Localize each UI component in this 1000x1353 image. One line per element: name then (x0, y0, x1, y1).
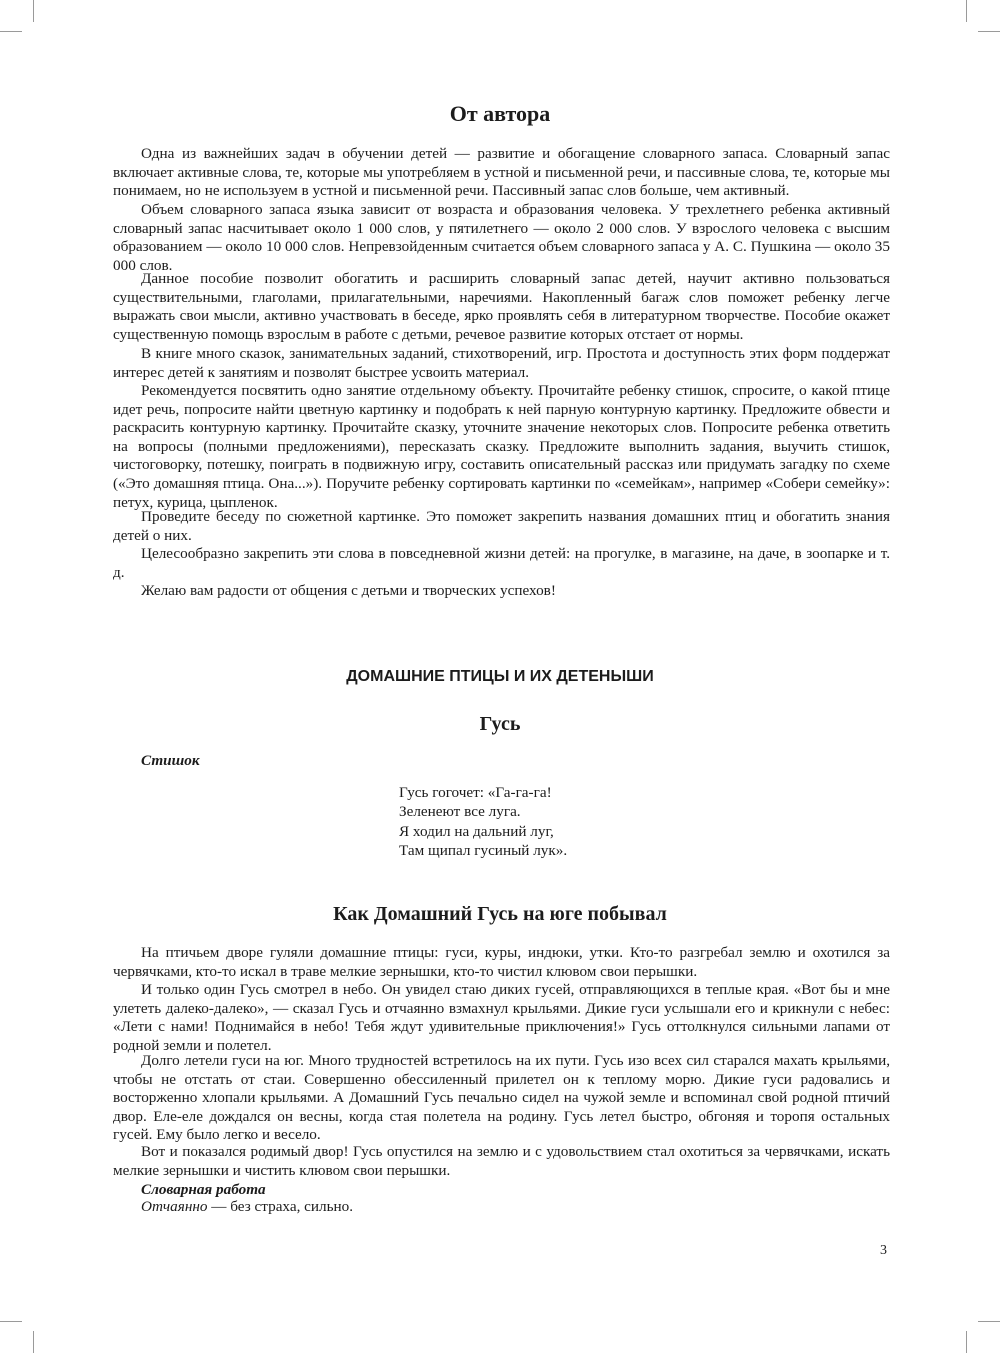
vocabulary-entry (141, 1198, 353, 1217)
author-paragraph: Одна из важнейших задач в обучении детей — развитие и обогащение словарного запаса. Словарный запас включает активные слова, те, которые мы употребляем в устной и письменной речи, и пассивные слова, те, которые мы понимаем, но не используем в устной и письменной речи. Пассивный запас слов больше, чем активный. (113, 145, 890, 200)
author-paragraph: Рекомендуется посвятить одно занятие отдельному объекту. Прочитайте ребенку стишок, спросите, о какой птице идет речь, попросите найти цветную картинку и подобрать к ней парную контурную картинку. Предложите обвести и раскрасить контурную картинку. Прочитайте сказку, уточните значение некоторых слов. Попросите ребенка ответить на вопросы (полными предложениями), пересказать сказку. Предложите выполнить задания, выучить стишок, чистоговорку, потешку, поиграть в подвижную игру, составить описательный рассказ или придумать загадку по схеме («Это домашняя птица. Она...»). Поручите ребенку сортировать картинки по «семейкам», например «Собери семейку»: петух, курица, цыпленок. (113, 382, 890, 511)
vocabulary-term: Отчаянно (141, 1198, 208, 1215)
poem-line: Там щипал гусиный лук». (399, 842, 568, 860)
author-paragraph: Объем словарного запаса языка зависит от возраста и образования человека. У трехлетнего ребенка активный словарный запас насчитывает около 1 000 слов, у пятилетнего — около 2 000 слов. У взрослого человека с высшим образованием — около 10 000 слов. Непревзойденным считается объем словарного запаса у А. С. Пушкина — около 35 000 слов. (113, 201, 890, 274)
story-paragraph: Вот и показался родимый двор! Гусь опустился на землю и с удовольствием стал охотиться за червячками, искать мелкие зернышки и чистить клювом свои перышки. (113, 1143, 890, 1179)
story-paragraph: На птичьем дворе гуляли домашние птицы: гуси, куры, индюки, утки. Кто-то разгребал землю и охотился за червячками, кто-то искал в траве мелкие зернышки, кто-то чистил клювом свои перышки. (113, 944, 890, 980)
author-paragraph: Данное пособие позволит обогатить и расширить словарный запас детей, научит активно пользоваться существительными, глаголами, прилагательными, наречиями. Накопленный багаж слов поможет ребенку легче выражать свои мысли, активно участвовать в беседе, ярко проявлять себя в литературном творчестве. Пособие окажет существенную помощь взрослым в работе с детьми, речевое развитие которых отстает от нормы. (113, 270, 890, 343)
story-paragraph: Долго летели гуси на юг. Много трудностей встретилось на их пути. Гусь изо всех сил старался махать крыльями, чтобы не отстать от стаи. Совершенно обессиленный прилетел он к теплому морю. Дикие гуси радовались и восторженно хлопали крыльями. А Домашний Гусь печально сидел на чужой земле и вспоминал свой родной птичий двор. Еле-еле дождался он весны, когда стая полетела на родину. Гусь летел быстро, обгоняя и торопя остальных гусей. Ему было легко и весело. (113, 1052, 890, 1144)
author-note-title: От автора (449, 101, 551, 126)
page-number: 3 (880, 1243, 887, 1258)
crop-mark (33, 1331, 34, 1353)
poem (399, 783, 567, 861)
poem-line: Зеленеют все луга. (399, 803, 521, 821)
story-title: Как Домашний Гусь на юге побывал (333, 903, 667, 925)
crop-mark (978, 31, 1000, 32)
crop-mark (966, 1331, 967, 1353)
author-paragraph: Проведите беседу по сюжетной картинке. Это поможет закрепить названия домашних птиц и обогатить знания детей о них. (113, 508, 890, 544)
author-paragraph: Желаю вам радости от общения с детьми и творческих успехов! (141, 582, 556, 599)
section-title: ДОМАШНИЕ ПТИЦЫ И ИХ ДЕТЕНЫШИ (346, 668, 654, 685)
vocabulary-definition: — без страха, сильно. (207, 1198, 354, 1215)
crop-mark (966, 0, 967, 22)
crop-mark (978, 1321, 1000, 1322)
author-paragraph: В книге много сказок, занимательных заданий, стихотворений, игр. Простота и доступность этих форм поддержат интерес детей к занятиям и позволят быстрее усвоить материал. (113, 345, 890, 381)
subsection-title: Гусь (479, 713, 521, 735)
crop-mark (0, 31, 22, 32)
crop-mark (0, 1321, 22, 1322)
crop-mark (33, 0, 34, 22)
story-paragraph: И только один Гусь смотрел в небо. Он увидел стаю диких гусей, отправляющихся в теплые края. «Вот бы и мне улететь далеко-далеко», — сказал Гусь и отчаянно взмахнул крыльями. Дикие гуси услышали его и крикнули с небес: «Лети с нами! Поднимайся в небо! Тебя ждут удивительные приключения!» Гусь оттолкнулся сильными лапами от родной земли и полетел. (113, 981, 890, 1054)
author-paragraph: Целесообразно закрепить эти слова в повседневной жизни детей: на прогулке, в магазине, на даче, в зоопарке и т. д. (113, 545, 890, 581)
vocabulary-label: Словарная работа (141, 1181, 266, 1198)
poem-line: Гусь гогочет: «Га-га-га! (399, 784, 552, 801)
poem-label: Стишок (141, 752, 200, 769)
poem-line: Я ходил на дальний луг, (399, 822, 554, 840)
